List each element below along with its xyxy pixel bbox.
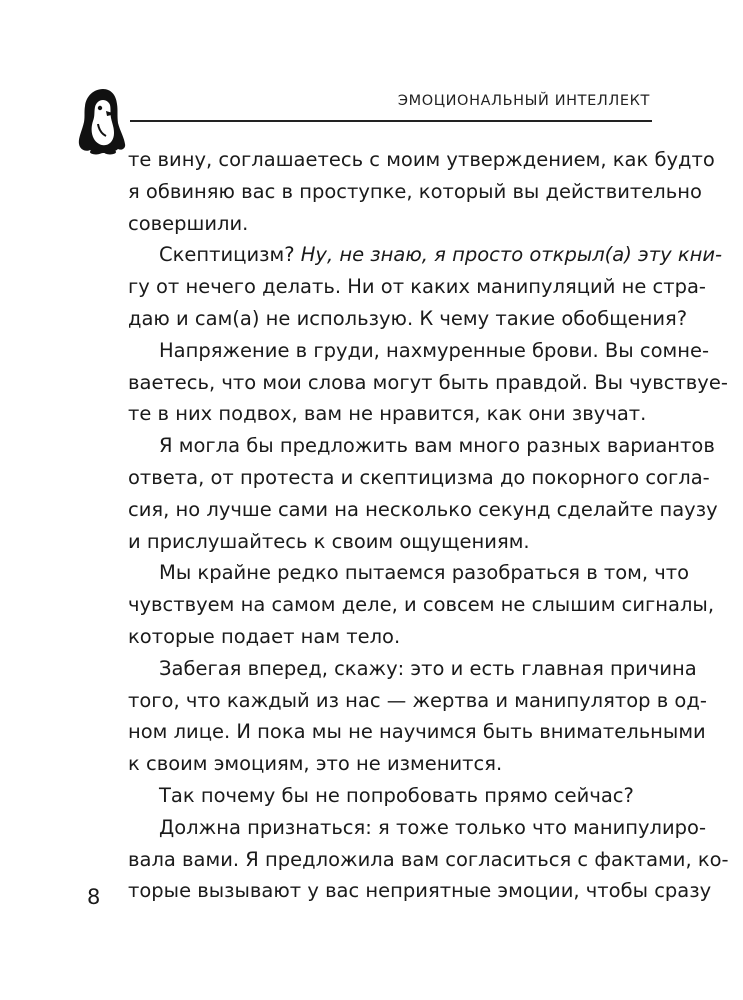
text-line: вала вами. Я предложила вам согласиться с фактами, ко- [128, 847, 729, 871]
text-line: того, что каждый из нас — жертва и манипулятор в од- [128, 688, 707, 712]
text-line: чувствуем на самом деле, и совсем не слышим сигналы, [128, 593, 715, 617]
text-line: Напряжение в груди, нахмуренные брови. Вы сомне- [159, 338, 710, 362]
text-line: торые вызывают у вас неприятные эмоции, чтобы сразу [128, 879, 712, 903]
text-line: Забегая вперед, скажу: это и есть главная причина [159, 656, 697, 680]
text-line: к своим эмоциям, это не изменится. [128, 752, 503, 776]
text-line: Так почему бы не попробовать прямо сейчас? [159, 783, 634, 807]
running-header-title: ЭМОЦИОНАЛЬНЫЙ ИНТЕЛЛЕКТ [397, 93, 650, 109]
italic-text-line: даю и сам(а) не использую. К чему такие обобщения? [128, 306, 688, 330]
text-line: я обвиняю вас в проступке, который вы действительно [128, 179, 702, 203]
text-line: ном лице. И пока мы не научимся быть внимательными [128, 720, 706, 744]
penguin-logo-icon [76, 86, 126, 156]
body-text [128, 144, 729, 907]
italic-span: Ну, не знаю, я просто открыл(а) эту кни- [300, 243, 723, 267]
header-rule [130, 120, 652, 122]
text-line: Должна признаться: я тоже только что манипулиро- [159, 815, 707, 839]
text-line: те в них подвох, вам не нравится, как они звучат. [128, 402, 647, 426]
text-line: совершили. [128, 211, 249, 235]
text-line: те вину, соглашаетесь с моим утверждением, как будто [128, 148, 715, 171]
page-number: 8 [87, 885, 101, 909]
text-line: ответа, от протеста и скептицизма до покорного согла- [128, 465, 710, 489]
text-line: Мы крайне редко пытаемся разобраться в том, что [159, 561, 690, 585]
text-line: которые подает нам тело. [128, 624, 401, 648]
text-line: сия, но лучше сами на несколько секунд сделайте паузу [128, 497, 718, 521]
text-line: и прислушайтесь к своим ощущениям. [128, 529, 530, 553]
italic-text-line: гу от нечего делать. Ни от каких манипуляций не стра- [128, 275, 706, 299]
text-line: Я могла бы предложить вам много разных вариантов [159, 434, 715, 458]
text-line [128, 239, 723, 271]
text-line: ваетесь, что мои слова могут быть правдой. Вы чувствуе- [128, 370, 728, 394]
text-span: Скептицизм? [159, 243, 301, 267]
